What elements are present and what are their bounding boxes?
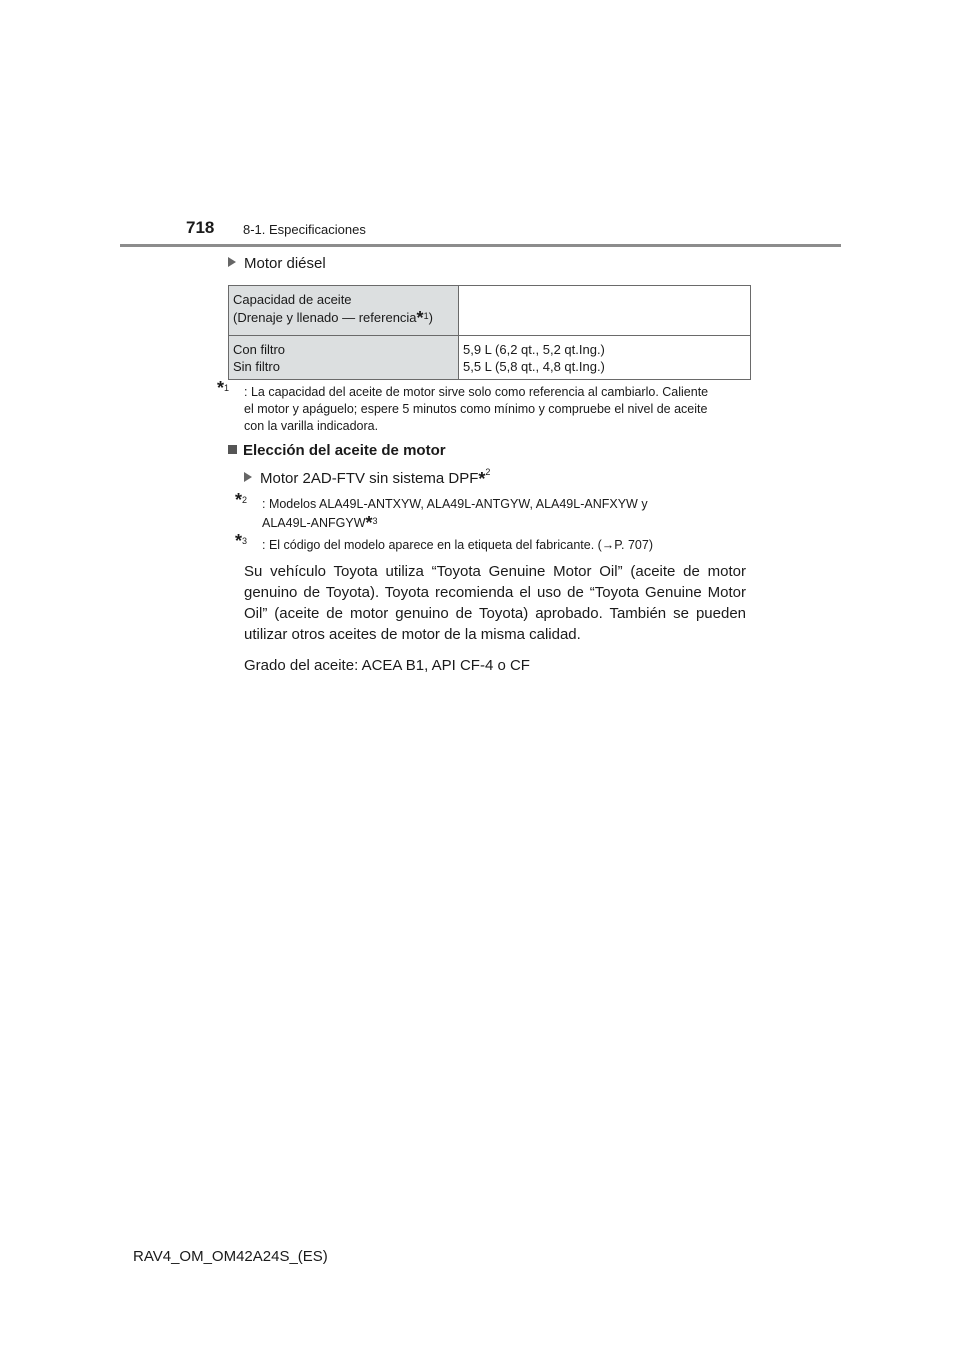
footnote-2-line2: ALA49L-ANFGYW [262, 516, 366, 530]
diesel-heading-text: Motor diésel [244, 255, 326, 272]
table-header-value [459, 286, 751, 336]
footnote-3-text: : El código del modelo aparece en la etiqueta del fabricante. (→P. 707) [262, 538, 653, 552]
footnote-star: * [365, 513, 373, 533]
footnote-3-marker: *$^3$ [235, 531, 248, 551]
section-title: 8-1. Especificaciones [243, 222, 366, 237]
row-value-with-filter: 5,9 L (6,2 qt., 5,2 qt.Ing.) [463, 342, 605, 357]
footnote-1-line1: : La capacidad del aceite de motor sirve solo como referencia al cambiarlo. Caliente [244, 385, 709, 399]
footnote-star: * [416, 308, 424, 328]
footnote-1-line2: el motor y apáguelo; espere 5 minutos como mínimo y compruebe el nivel de aceite [244, 402, 708, 416]
footnote-1-marker: *$^1$ [217, 378, 230, 398]
oil-choice-heading [228, 442, 446, 459]
header-divider [120, 244, 841, 247]
page-number: 718 [186, 218, 215, 237]
row-value-without-filter: 5,5 L (5,8 qt., 4,8 qt.Ing.) [463, 359, 605, 374]
footer-code: RAV4_OM_OM42A24S_(ES) [133, 1248, 328, 1265]
table-header-line1: Capacidad de aceite [233, 292, 352, 307]
oil-choice-heading-text: Elección del aceite de motor [243, 442, 446, 459]
footnote-number: 2 [485, 467, 491, 477]
footnote-2-marker: *$^2$ [235, 490, 248, 510]
table-row-values [459, 336, 751, 380]
footnote-1 [217, 378, 749, 435]
oil-grade: Grado del aceite: ACEA B1, API CF-4 o CF [244, 657, 530, 674]
table-row-labels [229, 336, 459, 380]
row-label-with-filter: Con filtro [233, 342, 286, 357]
footnote-number: 1 [423, 311, 429, 321]
footnote-2-line1: : Modelos ALA49L-ANTXYW, ALA49L-ANTGYW, ALA49L-ANFXYW y [262, 497, 648, 511]
oil-capacity-table [228, 285, 751, 380]
footnote-2 [235, 490, 742, 533]
table-header-line2: (Drenaje y llenado — referencia [233, 310, 417, 325]
triangle-bullet-icon [244, 472, 252, 482]
engine-sub-heading [244, 467, 490, 488]
diesel-heading [228, 255, 326, 272]
footnote-3 [235, 531, 742, 554]
table-header-close: ) [428, 310, 433, 325]
triangle-bullet-icon [228, 257, 236, 267]
square-bullet-icon [228, 445, 237, 454]
footnote-number: 3 [372, 516, 378, 526]
table-header-label [229, 286, 459, 336]
engine-sub-heading-text: Motor 2AD-FTV sin sistema DPF [260, 470, 479, 487]
footnote-star: * [478, 469, 486, 489]
row-label-without-filter: Sin filtro [233, 359, 280, 374]
footnote-1-line3: con la varilla indicadora. [244, 419, 379, 433]
oil-recommendation-paragraph: Su vehículo Toyota utiliza “Toyota Genuine Motor Oil” (aceite de motor genuino de Toyota). Toyota recomienda el uso de “Toyota Genuine Motor Oil” (aceite de motor genuino de Toyota) aprobado. También se pueden utilizar otros aceites de motor de la misma calidad. [244, 563, 746, 643]
